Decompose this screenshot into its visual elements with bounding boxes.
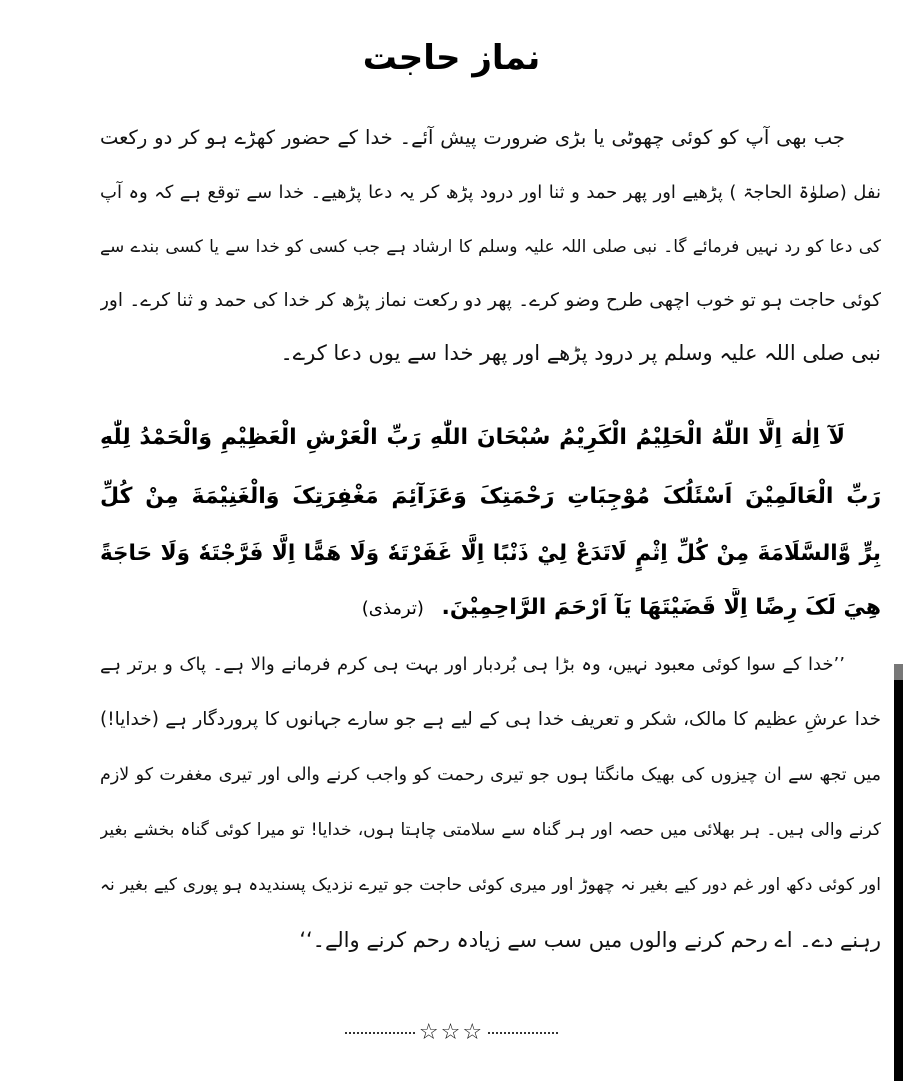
dotted-rule (488, 1032, 558, 1034)
translation-line: کرنے والی ہیں۔ ہر بھلائی میں حصہ اور ہر گناہ سے سلامتی چاہتا ہوں، خدایا! تو میرا کوئی گناہ بخشے بغیر (100, 820, 881, 840)
page-title: نماز حاجت (362, 38, 541, 78)
arabic-dua-line (362, 588, 881, 629)
arabic-dua-line: بِرٍّ وَّالسَّلَامَةَ مِنْ كُلِّ اِثْمٍ لَاتَدَعْ لِيْ ذَنْبًا اِلَّا غَفَرْتَهٗ وَلَا هَمًّا اِلَّا فَرَّجْتَهٗ وَلَا حَاجَةً (100, 541, 881, 566)
translation-line: اور کوئی دکھ اور غم دور کیے بغیر نہ چھوڑ اور میری کوئی حاجت جو تیرے نزدیک پسندیدہ ہو پوری کیے بغیر نہ (100, 875, 881, 895)
paragraph-line: کوئی حاجت ہو تو خوب اچھی طرح وضو کرے۔ پھر دو رکعت نماز پڑھ کر خدا کی حمد و ثنا کرے۔ اور (100, 290, 881, 311)
paragraph-line: نبی صلی اللہ علیہ وسلم پر درود پڑھے اور پھر خدا سے یوں دعا کرے۔ (280, 341, 881, 365)
section-divider (0, 1018, 903, 1048)
hadith-reference: (ترمذی) (361, 598, 424, 619)
arabic-dua-line: لَآ اِلٰهَ اِلَّا اللّٰهُ الْحَلِيْمُ الْكَرِيْمُ سُبْحَانَ اللّٰهِ رَبِّ الْعَرْشِ الْعَظِيْمِ وَالْحَمْدُ لِلّٰهِ (100, 425, 845, 450)
translation-line: ’’خدا کے سوا کوئی معبود نہیں، وہ بڑا ہی بُردبار اور بہت ہی کرم فرمانے والا ہے۔ پاک و برتر ہے (100, 654, 845, 675)
arabic-dua-line: رَبِّ الْعَالَمِيْنَ اَسْئَلُکَ مُوْجِبَاتِ رَحْمَتِکَ وَعَزَآئِمَ مَغْفِرَتِکَ وَالْغَنِيْمَةَ مِنْ كُلِّ (100, 484, 881, 509)
three-stars-icon: ☆☆☆ (418, 1020, 485, 1045)
translation-line: خدا عرشِ عظیم کا مالک، شکر و تعریف خدا ہی کے لیے ہے جو سارے جہانوں کا پروردگار ہے (خدایا!) (100, 709, 881, 730)
paragraph-line: کی دعا کو رد نہیں فرمائے گا۔ نبی صلی اللہ علیہ وسلم کا ارشاد ہے جب کسی کو خدا سے یا کسی بندے سے (100, 237, 881, 257)
dotted-rule (345, 1032, 415, 1034)
arabic-dua-text: هِيَ لَکَ رِضًا اِلَّا قَضَيْتَهَا يَآ اَرْحَمَ الرَّاحِمِيْنَ. (441, 595, 881, 620)
paragraph-line: جب بھی آپ کو کوئی چھوٹی یا بڑی ضرورت پیش آئے۔ خدا کے حضور کھڑے ہو کر دو رکعت (100, 126, 845, 149)
paragraph-line: نفل (صلوٰۃ الحاجۃ ) پڑھیے اور پھر حمد و ثنا اور درود پڑھ کر یہ دعا پڑھیے۔ خدا سے توقع ہے کہ وہ آپ (100, 182, 881, 203)
translation-line: رہنے دے۔ اے رحم کرنے والوں میں سب سے زیادہ رحم کرنے والے۔‘‘ (299, 928, 881, 952)
translation-line: میں تجھ سے ان چیزوں کی بھیک مانگتا ہوں جو تیری رحمت کو واجب کرنے والی اور تیری مغفرت کو لازم (100, 765, 881, 785)
scan-edge-shadow (894, 664, 903, 680)
scan-edge-bar (894, 680, 903, 1081)
